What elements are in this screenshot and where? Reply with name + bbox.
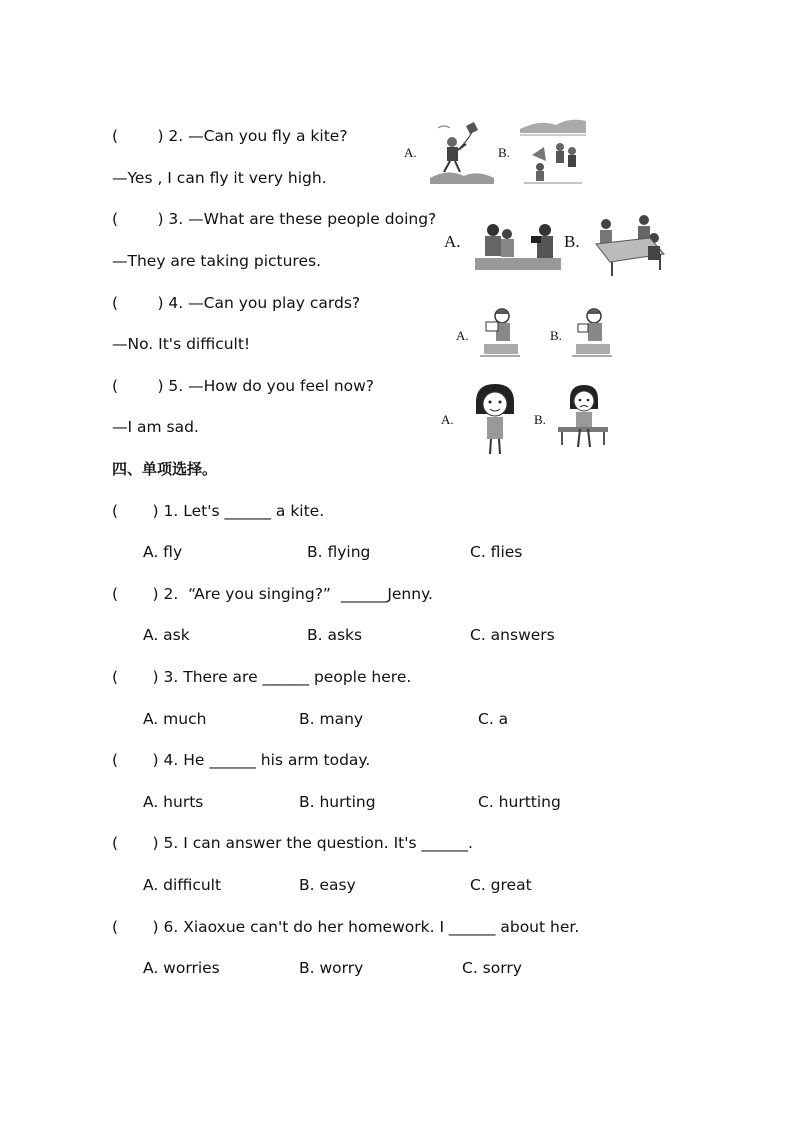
mc-5-option-c: C. great xyxy=(470,876,532,894)
mc-question-5: ( ) 5. I can answer the question. It's ______. xyxy=(112,834,473,852)
section-4-heading: 四、单项选择。 xyxy=(112,460,218,478)
sad-girl-on-bench-picture xyxy=(556,385,612,451)
playing-at-table-picture xyxy=(592,210,668,278)
mc-2-option-b: B. asks xyxy=(307,626,363,644)
mc-3-option-b: B. many xyxy=(299,710,364,728)
mc-1-option-a: A. fly xyxy=(143,543,183,561)
mc-1-option-b: B. flying xyxy=(307,543,371,561)
mc-question-6: ( ) 6. Xiaoxue can't do her homework. I ______ about her. xyxy=(112,918,580,936)
mc-2-option-c: C. answers xyxy=(470,626,555,644)
q5-option-b-letter: B. xyxy=(534,412,546,427)
mc-4-option-a: A. hurts xyxy=(143,793,204,811)
boy-with-cards-a-picture xyxy=(478,306,522,362)
q3-option-b-letter: B. xyxy=(564,232,580,251)
mc-question-2: ( ) 2. “Are you singing?” ______Jenny. xyxy=(112,585,433,603)
q5-option-a-letter: A. xyxy=(441,412,454,427)
question-3-prompt: ( ) 3. —What are these people doing? xyxy=(112,210,437,228)
kite-flying-picture xyxy=(428,120,496,184)
boy-with-cards-b-picture xyxy=(570,306,614,362)
q4-option-a-letter: A. xyxy=(456,328,469,343)
mc-6-option-b: B. worry xyxy=(299,959,364,977)
question-4-answer: —No. It's difficult! xyxy=(112,335,251,353)
children-playing-picture xyxy=(520,117,586,187)
question-3-answer: —They are taking pictures. xyxy=(112,252,322,270)
q3-option-a-letter: A. xyxy=(444,232,461,251)
mc-3-option-c: C. a xyxy=(478,710,509,728)
question-2-prompt: ( ) 2. —Can you fly a kite? xyxy=(112,127,348,145)
happy-girl-picture xyxy=(470,384,520,456)
question-5-answer: —I am sad. xyxy=(112,418,199,436)
question-5-prompt: ( ) 5. —How do you feel now? xyxy=(112,377,375,395)
mc-5-option-b: B. easy xyxy=(299,876,356,894)
mc-1-option-c: C. flies xyxy=(470,543,523,561)
mc-question-1: ( ) 1. Let's ______ a kite. xyxy=(112,502,325,520)
mc-4-option-b: B. hurting xyxy=(299,793,376,811)
mc-question-4: ( ) 4. He ______ his arm today. xyxy=(112,751,371,769)
question-2-answer: —Yes , I can fly it very high. xyxy=(112,169,327,187)
taking-pictures-picture xyxy=(475,214,561,270)
mc-3-option-a: A. much xyxy=(143,710,207,728)
mc-4-option-c: C. hurtting xyxy=(478,793,561,811)
mc-question-3: ( ) 3. There are ______ people here. xyxy=(112,668,412,686)
q2-option-a-letter: A. xyxy=(404,145,417,160)
question-4-prompt: ( ) 4. —Can you play cards? xyxy=(112,294,361,312)
q2-option-b-letter: B. xyxy=(498,145,510,160)
q4-option-b-letter: B. xyxy=(550,328,562,343)
mc-5-option-a: A. difficult xyxy=(143,876,222,894)
mc-2-option-a: A. ask xyxy=(143,626,190,644)
mc-6-option-c: C. sorry xyxy=(462,959,522,977)
mc-6-option-a: A. worries xyxy=(143,959,220,977)
